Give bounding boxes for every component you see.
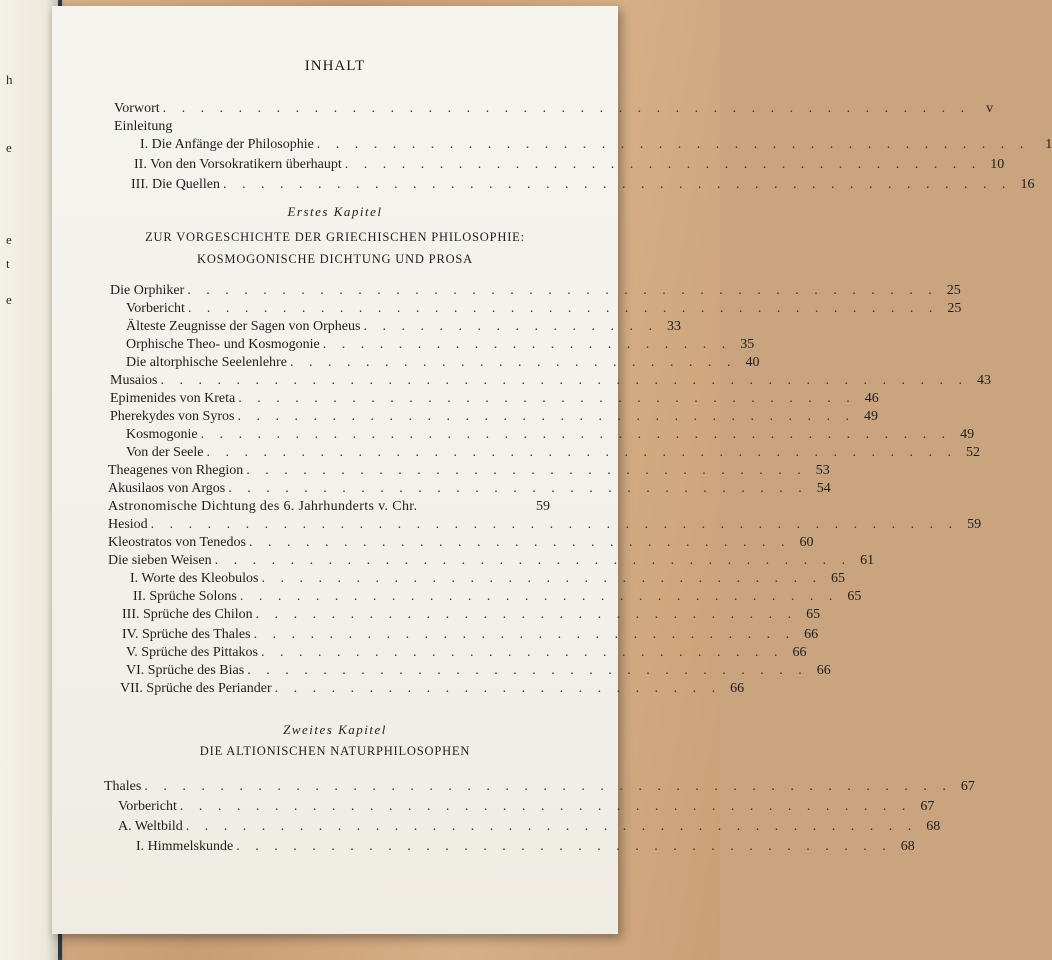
toc-entry xyxy=(108,462,830,480)
toc-entry-page: 49 xyxy=(960,427,975,442)
toc-entry-label: Kleostratos von Tenedos xyxy=(108,535,246,550)
toc-entry-label: Pherekydes von Syros xyxy=(110,409,235,424)
toc-entry-page: 1 xyxy=(1045,137,1052,152)
leader-dots: . . . . . . . . . . . . . . . . . . . . . . . . . . . . . xyxy=(255,607,798,622)
toc-entry-page: 59 xyxy=(967,517,982,532)
toc-entry xyxy=(126,336,755,354)
toc-entry-label: Orphische Theo- und Kosmogonie xyxy=(126,337,320,352)
toc-entry-page: 67 xyxy=(920,799,935,814)
toc-entry-label: III. Sprüche des Chilon xyxy=(122,607,253,622)
leader-dots: . . . . . . . . . . . . . . . . . . . . . . . . . . . . . . xyxy=(247,663,808,678)
leader-dots: . . . . . . . . . . . . . . . . xyxy=(363,319,658,334)
toc-entry xyxy=(131,176,1035,194)
leader-dots: . . . . . . . . . . . . . . . . . . . . . . . . . . . . . . . . . . . . . . . . . . . xyxy=(150,517,959,532)
toc-entry-label: Theagenes von Rhegion xyxy=(108,463,244,478)
left-page-letter: e xyxy=(6,232,12,247)
toc-entry-label: Die altorphische Seelenlehre xyxy=(126,355,287,370)
toc-entry-label: A. Weltbild xyxy=(118,819,183,834)
toc-entry xyxy=(126,300,962,318)
toc-entry-page: 67 xyxy=(960,779,975,794)
left-page-letter: e xyxy=(6,140,12,155)
toc-entry-page: 53 xyxy=(815,463,830,478)
chapter-label: Erstes Kapitel xyxy=(287,204,383,219)
toc-entry-label: Die Orphiker xyxy=(110,283,185,298)
leader-dots: . . . . . . . . . . . . . . . . . . . . . . . . . . . . . . . . . . . . . . . . xyxy=(187,283,938,298)
toc-entry-page: 66 xyxy=(816,663,831,678)
leader-dots: . . . . . . . . . . . . . . . . . . . . . . . . . . . . . xyxy=(248,535,791,550)
toc-entry-label: I. Worte des Kleobulos xyxy=(130,571,259,586)
toc-entry-page: 40 xyxy=(745,355,760,370)
leader-dots: . . . . . . . . . . . . . . . . . . . . . . . . . . . . . . . . . xyxy=(237,409,855,424)
toc-entry-page: 43 xyxy=(976,373,991,388)
chapter-heading: KOSMOGONISCHE DICHTUNG UND PROSA xyxy=(197,252,473,266)
toc-entry-label: IV. Sprüche des Thales xyxy=(122,627,251,642)
toc-entry-label: I. Himmelskunde xyxy=(136,839,234,854)
leader-dots: . . . . . . . . . . . . . . . . . . . . . . . . . . . . . . . . . . xyxy=(344,157,982,172)
toc-entry-page: 25 xyxy=(946,283,961,298)
toc-entry-label: Vorbericht xyxy=(126,301,185,316)
toc-entry-page: 46 xyxy=(864,391,879,406)
leader-dots: . . . . . . . . . . . . . . . . . . . . . . . . . . . . . . . xyxy=(228,481,808,496)
toc-entry xyxy=(108,498,550,516)
toc-entry-page: 16 xyxy=(1020,177,1035,192)
leader-dots: . . . . . . . . . . . . . . . . . . . . . . . . . . . . . . . . . . xyxy=(214,553,852,568)
toc-entry-page: 35 xyxy=(740,337,755,352)
leader-dots: . . . . . . . . . . . . . . . . . . . . . . . . . . . . . . . . . . . . . . . . . . . xyxy=(162,101,971,116)
leader-dots: . . . . . . . . . . . . . . . . . . . . . . . . . . . . . . . . . . . xyxy=(236,839,892,854)
toc-entry-page: 61 xyxy=(860,553,875,568)
toc-entry-label: Vorbericht xyxy=(118,799,177,814)
toc-entry-label: V. Sprüche des Pittakos xyxy=(126,645,258,660)
toc-entry xyxy=(108,480,831,498)
toc-entry-label: II. Sprüche Solons xyxy=(133,589,237,604)
toc-entry-page: v xyxy=(986,101,994,116)
toc-entry-label: Die sieben Weisen xyxy=(108,553,212,568)
toc-entry-label: Akusilaos von Argos xyxy=(108,481,226,496)
toc-entry xyxy=(133,588,862,606)
toc-entry xyxy=(134,156,1005,174)
toc-entry xyxy=(104,778,975,796)
toc-entry xyxy=(108,552,875,570)
toc-entry-page: 49 xyxy=(863,409,878,424)
toc-entry-label: Epimenides von Kreta xyxy=(110,391,236,406)
leader-dots: . . . . . . . . . . . . . . . . . . . . . . . . . . . . . . . . . . . . . . . . xyxy=(206,445,957,460)
chapter-heading: DIE ALTIONISCHEN NATURPHILOSOPHEN xyxy=(199,744,471,758)
toc-entry xyxy=(110,372,991,390)
toc-entry-label: Hesiod xyxy=(108,517,148,532)
leader-dots: . . . . . . . . . . . . . . . . . . . . . . . . . . . . . . . . . . . . . . . . . . xyxy=(223,177,1012,192)
leader-dots: . . . . . . . . . . . . . . . . . . . . . . . . . . . . . xyxy=(253,627,796,642)
toc-entry-label: I. Die Anfänge der Philosophie xyxy=(140,137,314,152)
toc-entry xyxy=(136,838,915,856)
toc-entry-label: III. Die Quellen xyxy=(131,177,221,192)
contents-page xyxy=(52,6,1052,934)
toc-entry-label: Thales xyxy=(104,779,142,794)
toc-entry xyxy=(126,318,681,336)
leader-dots: . . . . . . . . . . . . . . . . . . . . . . . . . . . . . . xyxy=(246,463,807,478)
toc-entry-label: VII. Sprüche des Periander xyxy=(120,681,272,696)
left-page-letter: t xyxy=(6,256,10,271)
toc-entry xyxy=(118,818,941,836)
toc-entry-page: 66 xyxy=(730,681,745,696)
toc-entry xyxy=(122,626,819,644)
toc-entry xyxy=(126,426,975,444)
toc-entry-page: 25 xyxy=(947,301,962,316)
toc-entry xyxy=(126,644,807,662)
leader-dots: . . . . . . . . . . . . . . . . . . . . . . . . . . . . . . . . xyxy=(239,589,839,604)
toc-entry-label: Musaios xyxy=(110,373,158,388)
toc-entry-label: Astronomische Dichtung des 6. Jahrhunderts v. Chr. xyxy=(108,499,418,514)
toc-entry-page: 33 xyxy=(666,319,681,334)
toc-entry-label: II. Von den Vorsokratikern überhaupt xyxy=(134,157,342,172)
leader-dots: . . . . . . . . . . . . . . . . . . . . . . . . xyxy=(274,681,722,696)
left-page-letter: e xyxy=(6,292,12,307)
toc-entry-label: VI. Sprüche des Bias xyxy=(126,663,245,678)
toc-entry xyxy=(126,662,831,680)
toc-entry-page: 66 xyxy=(792,645,807,660)
leader-dots: . . . . . . . . . . . . . . . . . . . . . . . . . . . . . . . . . . . . . . . . xyxy=(187,301,939,316)
leader-dots: . . . . . . . . . . . . . . . . . . . . . . . . . . . . . . . . . . . . . . . . . . . xyxy=(160,373,968,388)
toc-entry-page: 68 xyxy=(900,839,915,854)
leader-dots: . . . . . . . . . . . . . . . . . . . . . . . . . . . . . . . . . . . . . . . xyxy=(179,799,912,814)
toc-entry-label: Älteste Zeugnisse der Sagen von Orpheus xyxy=(126,319,361,334)
toc-entry-page: 65 xyxy=(806,607,821,622)
toc-entry xyxy=(120,680,745,698)
toc-entry xyxy=(110,282,961,300)
toc-entry xyxy=(108,534,814,552)
toc-entry xyxy=(140,136,1052,154)
left-page-letter: h xyxy=(6,72,13,87)
leader-dots: . . . . . . . . . . . . . . . . . . . . . . . . . . . . . . . . . . . . . . xyxy=(316,137,1030,152)
leader-dots: . . . . . . . . . . . . . . . . . . . . . . . . . . . . . . . . . . . . . . . xyxy=(185,819,918,834)
toc-entry-label: Von der Seele xyxy=(126,445,204,460)
left-page xyxy=(0,0,58,960)
toc-entry xyxy=(126,354,760,372)
toc-entry-label: Vorwort xyxy=(114,101,160,116)
toc-entry xyxy=(126,444,980,462)
leader-dots: . . . . . . . . . . . . . . . . . . . . . . . . . . . . . . xyxy=(261,571,822,586)
toc-entry xyxy=(130,570,845,588)
toc-entry xyxy=(114,100,994,118)
leader-dots: . . . . . . . . . . . . . . . . . . . . . . . . . . . . . . . . . xyxy=(238,391,856,406)
toc-entry-page: 10 xyxy=(990,157,1005,172)
leader-dots: . . . . . . . . . . . . . . . . . . . . . . . . xyxy=(289,355,737,370)
leader-dots: . . . . . . . . . . . . . . . . . . . . . . . . . . . . xyxy=(260,645,784,660)
toc-entry xyxy=(110,408,878,426)
toc-entry xyxy=(108,516,982,534)
toc-entry xyxy=(110,390,879,408)
toc-entry-page: 59 xyxy=(536,499,550,514)
chapter-heading: ZUR VORGESCHICHTE DER GRIECHISCHEN PHILOSOPHIE: xyxy=(145,230,525,244)
chapter-label: Zweites Kapitel xyxy=(283,722,387,737)
toc-entry xyxy=(122,606,821,624)
toc-entry-label: Kosmogonie xyxy=(126,427,198,442)
leader-dots: . . . . . . . . . . . . . . . . . . . . . . . . . . . . . . . . . . . . . . . . . . . xyxy=(144,779,952,794)
toc-entry-page: 65 xyxy=(847,589,862,604)
toc-entry-page: 60 xyxy=(799,535,814,550)
toc-entry-page: 68 xyxy=(926,819,941,834)
toc-entry-page: 66 xyxy=(804,627,819,642)
page-title: INHALT xyxy=(304,58,366,74)
toc-entry-page: 52 xyxy=(966,445,980,460)
leader-dots: . . . . . . . . . . . . . . . . . . . . . . . . . . . . . . . . . . . . . . . . xyxy=(200,427,952,442)
toc-entry xyxy=(118,798,935,816)
toc-entry-page: 65 xyxy=(830,571,845,586)
leader-dots: . . . . . . . . . . . . . . . . . . . . . . xyxy=(322,337,732,352)
toc-entry xyxy=(114,118,596,136)
toc-entry-page: 54 xyxy=(816,481,831,496)
toc-entry-label: Einleitung xyxy=(114,119,173,134)
